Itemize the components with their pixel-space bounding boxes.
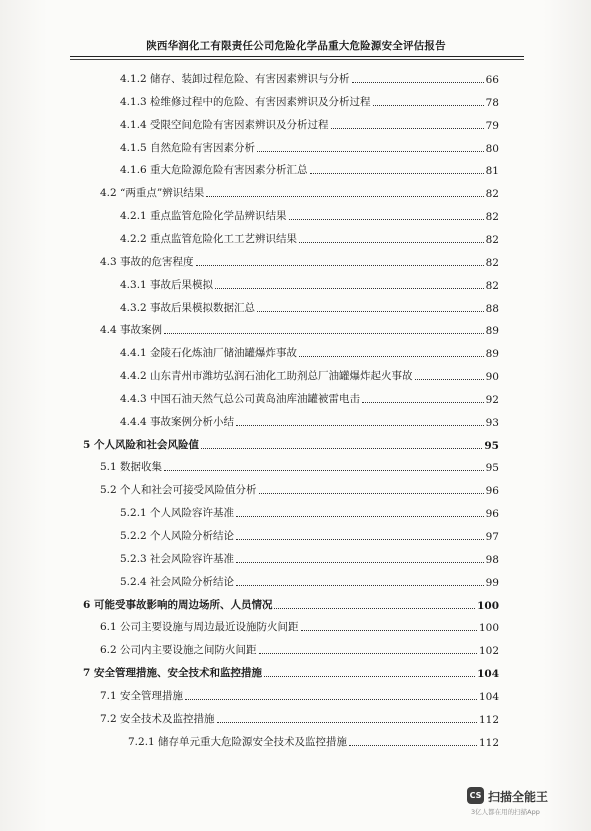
toc-entry-title: 4.3 事故的危害程度 xyxy=(100,255,194,268)
toc-page-number: 79 xyxy=(485,119,499,132)
toc-entry xyxy=(120,299,499,315)
toc-page-number: 89 xyxy=(485,348,499,361)
toc-entry xyxy=(100,253,499,269)
toc-page-number: 104 xyxy=(477,668,499,681)
toc-entry-title: 5 个人风险和社会风险值 xyxy=(83,438,199,451)
toc-dot-leader xyxy=(206,196,483,197)
toc-entry xyxy=(120,504,499,520)
toc-entry xyxy=(100,641,499,657)
toc-entry xyxy=(100,184,499,200)
toc-dot-leader xyxy=(236,425,484,426)
toc-page-number: 89 xyxy=(485,325,499,338)
toc-dot-leader xyxy=(301,630,477,631)
toc-entry xyxy=(120,527,499,543)
toc-page-number: 82 xyxy=(485,188,499,201)
toc-dot-leader xyxy=(257,311,484,312)
toc-dot-leader xyxy=(196,265,484,266)
toc-dot-leader xyxy=(164,470,484,471)
toc-entry-title: 5.2.2 个人风险分析结论 xyxy=(120,530,235,542)
toc-entry-title: 6.1 公司主要设施与周边最近设施防火间距 xyxy=(100,621,299,634)
toc-dot-leader xyxy=(362,402,484,403)
toc-entry xyxy=(120,413,499,429)
toc-page-number: 82 xyxy=(485,211,499,224)
toc-page-number: 78 xyxy=(485,96,499,109)
toc-dot-leader xyxy=(331,128,484,129)
toc-entry xyxy=(120,116,499,132)
toc-entry-title: 4.4.4 事故案例分析小结 xyxy=(120,415,235,428)
toc-entry xyxy=(120,93,499,109)
toc-entry-title: 4.1.3 检维修过程中的危险、有害因素辨识及分析过程 xyxy=(120,95,371,108)
toc-page-number: 99 xyxy=(485,576,499,589)
toc-entry xyxy=(120,276,499,292)
toc-page-number: 93 xyxy=(485,416,499,429)
toc-dot-leader xyxy=(259,653,477,654)
toc-page-number: 82 xyxy=(485,256,499,269)
toc-dot-leader xyxy=(236,516,484,517)
watermark-name: 扫描全能王 xyxy=(488,790,549,804)
toc-entry xyxy=(100,710,499,726)
toc-entry xyxy=(100,458,499,474)
toc-dot-leader xyxy=(217,722,477,723)
toc-entry-title: 4.1.2 储存、装卸过程危险、有害因素辨识与分析 xyxy=(120,73,350,85)
toc-page-number: 104 xyxy=(478,690,499,703)
toc-entry xyxy=(128,733,499,749)
toc-dot-leader xyxy=(257,151,484,152)
toc-dot-leader xyxy=(236,539,484,540)
toc-entry-title: 4.2.1 重点监管危险化学品辨识结果 xyxy=(120,210,287,223)
toc-page-number: 82 xyxy=(485,279,499,292)
toc-entry-title: 4.1.4 受限空间危险有害因素辨识及分析过程 xyxy=(120,118,329,131)
toc-dot-leader xyxy=(236,585,484,586)
toc-dot-leader xyxy=(215,288,484,289)
toc-page-number: 81 xyxy=(485,165,499,178)
toc-entry-title: 6.2 公司内主要设施之间防火间距 xyxy=(100,644,257,657)
toc-entry xyxy=(120,139,499,155)
toc-dot-leader xyxy=(352,82,484,83)
toc-entry-title: 4.2.2 重点监管危险化工工艺辨识结果 xyxy=(120,232,298,245)
toc-entry xyxy=(100,687,499,703)
toc-entry-title: 4.1.5 自然危险有害因素分析 xyxy=(120,141,256,154)
toc-page-number: 82 xyxy=(485,233,499,246)
toc-entry-title: 7.2.1 储存单元重大危险源安全技术及监控措施 xyxy=(128,735,348,748)
toc-entry xyxy=(120,367,499,383)
toc-entry xyxy=(100,618,499,634)
toc-entry-title: 4.2 “两重点”辨识结果 xyxy=(100,187,205,200)
toc-entry-title: 4.3.2 事故后果模拟数据汇总 xyxy=(120,301,256,314)
toc-entry-title: 4.4 事故案例 xyxy=(100,324,163,337)
toc-dot-leader xyxy=(201,448,482,449)
toc-dot-leader xyxy=(236,562,484,563)
toc-dot-leader xyxy=(185,699,477,700)
toc-page-number: 96 xyxy=(485,508,499,521)
toc-page-number: 112 xyxy=(478,713,499,726)
toc-entry-title: 4.4.1 金陵石化炼油厂储油罐爆炸事故 xyxy=(120,347,298,360)
toc-entry-title: 4.1.6 重大危险源危险有害因素分析汇总 xyxy=(120,164,308,177)
toc-page-number: 95 xyxy=(485,462,499,475)
toc-page-number: 92 xyxy=(485,393,499,406)
toc-entry-title: 6 可能受事故影响的周边场所、人员情况 xyxy=(83,598,273,611)
toc-dot-leader xyxy=(259,493,484,494)
toc-page-number: 98 xyxy=(485,553,499,566)
toc-dot-leader xyxy=(310,173,484,174)
toc-entry-title: 5.1 数据收集 xyxy=(100,461,163,474)
toc-page-number: 97 xyxy=(485,531,499,543)
toc-entry-title: 7.2 安全技术及监控措施 xyxy=(100,712,215,725)
toc-dot-leader xyxy=(299,356,484,357)
toc-dot-leader xyxy=(164,333,484,334)
toc-page-number: 112 xyxy=(478,736,499,749)
toc-dot-leader xyxy=(299,242,484,243)
toc-entry-title: 4.3.1 事故后果模拟 xyxy=(120,278,214,291)
toc-entry xyxy=(100,481,499,497)
toc-entry xyxy=(83,436,499,452)
watermark-tagline: 3亿人都在用的扫描App xyxy=(471,808,540,816)
toc-dot-leader xyxy=(415,379,484,380)
toc-entry-title: 7.1 安全管理措施 xyxy=(100,689,184,702)
toc-dot-leader xyxy=(264,676,475,677)
toc-entry xyxy=(120,230,499,246)
toc-entry-title: 5.2.4 社会风险分析结论 xyxy=(120,575,235,588)
toc-page-number: 95 xyxy=(484,439,499,452)
toc-entry-title: 5.2.3 社会风险容许基准 xyxy=(120,552,235,565)
scanner-watermark xyxy=(467,785,575,819)
toc-entry xyxy=(120,161,499,177)
toc-page-number: 96 xyxy=(485,485,499,498)
toc-entry xyxy=(120,390,499,406)
toc-entry-title: 4.4.2 山东青州市潍坊弘润石油化工助剂总厂油罐爆炸起火事故 xyxy=(120,370,413,383)
camscanner-logo-icon: CS xyxy=(467,787,484,804)
toc-page-number: 88 xyxy=(485,302,499,315)
toc-entry-title: 5.2.1 个人风险容许基准 xyxy=(120,507,235,520)
toc-entry-title: 5.2 个人和社会可接受风险值分析 xyxy=(100,484,257,497)
toc-dot-leader xyxy=(289,219,484,220)
toc-entry xyxy=(120,207,499,223)
page-header: 陕西华润化工有限责任公司危险化学品重大危险源安全评估报告 xyxy=(146,40,446,52)
toc-entry xyxy=(83,664,499,680)
toc-dot-leader xyxy=(274,608,475,609)
toc-entry xyxy=(120,344,499,360)
toc-entry xyxy=(100,321,499,337)
toc-entry-title: 4.4.3 中国石油天然气总公司黄岛油库油罐被雷电击 xyxy=(120,392,361,405)
toc-dot-leader xyxy=(373,105,484,106)
toc-entry-title: 7 安全管理措施、安全技术和监控措施 xyxy=(83,667,262,680)
toc-entry xyxy=(120,70,499,86)
toc-dot-leader xyxy=(349,745,477,746)
toc-page-number: 100 xyxy=(478,622,499,635)
toc-page-number: 90 xyxy=(485,371,499,384)
toc-page-number: 102 xyxy=(478,645,499,658)
toc-entry xyxy=(120,573,499,589)
toc-entry xyxy=(120,550,499,566)
toc-entry xyxy=(83,596,499,612)
toc-page-number: 100 xyxy=(477,599,499,612)
toc-page-number: 66 xyxy=(485,74,499,86)
toc-page-number: 80 xyxy=(485,142,499,155)
